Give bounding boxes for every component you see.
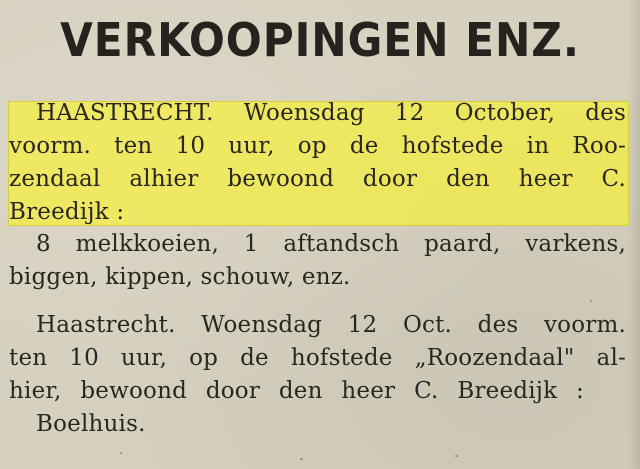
notice1-line-1: HAASTRECHT. Woensdag 12 October, des [36,100,626,126]
notice2-line-2: ten 10 uur, op de hofstede „Roozendaal" al- [9,345,626,371]
notice1-line-2: voorm. ten 10 uur, op de hofstede in Roo- [9,133,626,159]
notice2-line-1: Haastrecht. Woensdag 12 Oct. des voorm. [36,312,626,338]
page-edge-shadow [628,0,640,469]
notice2-line-4: Boelhuis. [36,411,146,437]
notice1-line-5: 8 melkkoeien, 1 aftandsch paard, varkens, [36,231,626,257]
section-heading: VERKOOPINGEN ENZ. [60,13,580,67]
notice2-line-3: hier, bewoond door den heer C. Breedijk : [9,378,584,404]
notice1-line-4: Breedijk : [9,199,125,225]
notice1-line-6: biggen, kippen, schouw, enz. [9,264,351,290]
notice1-line-3: zendaal alhier bewoond door den heer C. [9,166,626,192]
